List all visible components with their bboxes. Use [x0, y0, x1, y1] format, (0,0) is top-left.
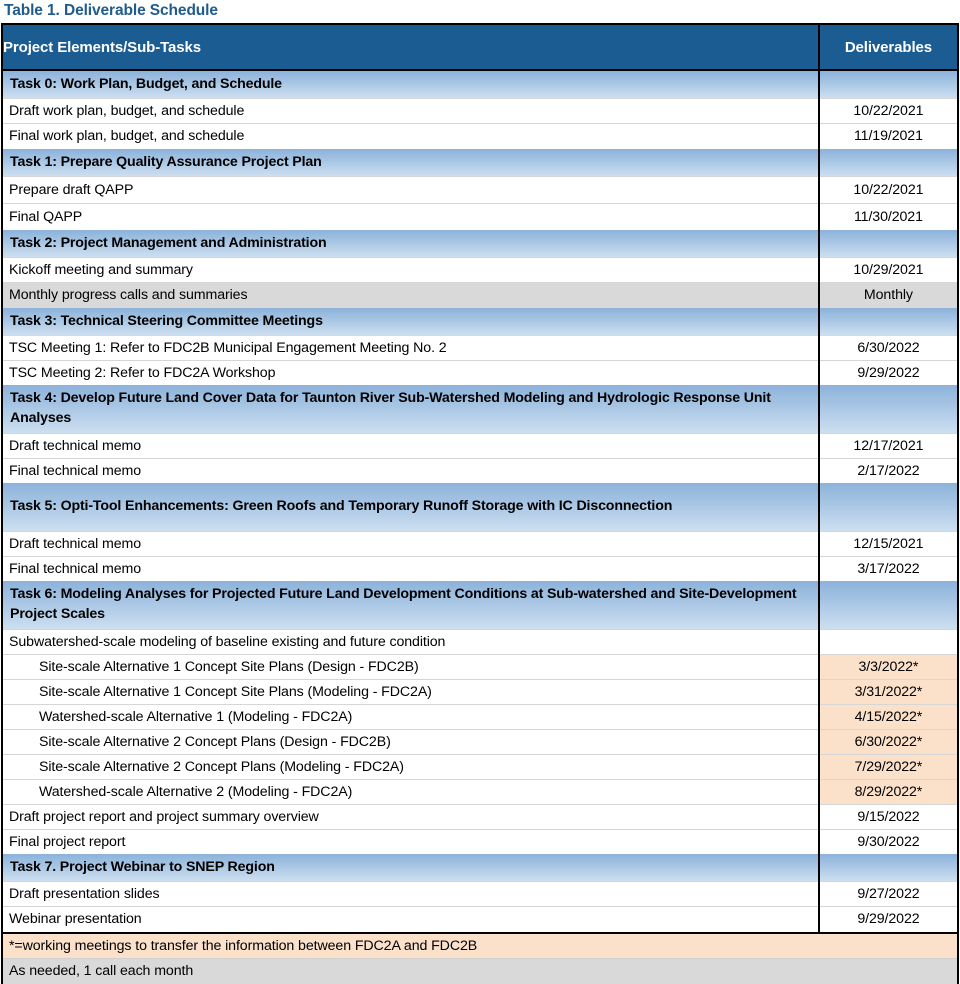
task-section-label: Task 7. Project Webinar to SNEP Region: [3, 854, 819, 882]
task-label: Final technical memo: [3, 556, 819, 581]
deliverable-date: [819, 581, 957, 629]
task-label: TSC Meeting 2: Refer to FDC2A Workshop: [3, 360, 819, 385]
deliverable-date: 3/31/2022*: [819, 679, 957, 704]
table-row: [3, 433, 957, 458]
task-label: Final project report: [3, 829, 819, 854]
deliverable-date: [819, 308, 957, 336]
table-row: [3, 283, 957, 308]
task-label: Site-scale Alternative 1 Concept Site Plans (Design - FDC2B): [3, 654, 819, 679]
table-row: [3, 556, 957, 581]
deliverable-date: [819, 483, 957, 531]
task-label: Draft work plan, budget, and schedule: [3, 99, 819, 124]
deliverable-date: 12/15/2021: [819, 531, 957, 556]
task-section-row: [3, 308, 957, 336]
task-label: Final QAPP: [3, 203, 819, 230]
table-row: [3, 335, 957, 360]
deliverable-date: 9/30/2022: [819, 829, 957, 854]
task-section-label: Task 3: Technical Steering Committee Meetings: [3, 308, 819, 336]
task-section-label: Task 1: Prepare Quality Assurance Project Plan: [3, 149, 819, 177]
task-label: Monthly progress calls and summaries: [3, 283, 819, 308]
task-section-label: Task 5: Opti-Tool Enhancements: Green Roofs and Temporary Runoff Storage with IC Disconnection: [3, 483, 819, 531]
sub-task-row: [3, 779, 957, 804]
task-label: Draft project report and project summary overview: [3, 804, 819, 829]
deliverable-date: [819, 149, 957, 177]
deliverable-date: 8/29/2022*: [819, 779, 957, 804]
column-header-deliverables: Deliverables: [819, 25, 957, 70]
deliverable-date: 9/29/2022: [819, 360, 957, 385]
deliverable-date: 11/19/2021: [819, 124, 957, 149]
task-label: Draft technical memo: [3, 531, 819, 556]
task-section-label: Task 0: Work Plan, Budget, and Schedule: [3, 70, 819, 99]
task-label: Site-scale Alternative 1 Concept Site Plans (Modeling - FDC2A): [3, 679, 819, 704]
deliverable-schedule-table: [3, 25, 957, 932]
deliverable-date: 3/3/2022*: [819, 654, 957, 679]
table-row: [3, 176, 957, 203]
task-label: TSC Meeting 1: Refer to FDC2B Municipal Engagement Meeting No. 2: [3, 335, 819, 360]
task-section-row: [3, 385, 957, 433]
deliverable-date: 2/17/2022: [819, 458, 957, 483]
table-row: [3, 360, 957, 385]
deliverable-date: 6/30/2022*: [819, 729, 957, 754]
footnote-row: *=working meetings to transfer the information between FDC2A and FDC2B: [3, 932, 957, 958]
task-section-row: [3, 70, 957, 99]
table-row: [3, 99, 957, 124]
table-row: [3, 629, 957, 654]
task-label: Final technical memo: [3, 458, 819, 483]
task-label: Final work plan, budget, and schedule: [3, 124, 819, 149]
deliverable-date: [819, 70, 957, 99]
task-section-row: [3, 149, 957, 177]
deliverable-date: 4/15/2022*: [819, 704, 957, 729]
table-row: [3, 829, 957, 854]
sub-task-row: [3, 704, 957, 729]
deliverable-date: 9/29/2022: [819, 907, 957, 932]
task-label: Draft presentation slides: [3, 882, 819, 907]
task-label: Subwatershed-scale modeling of baseline existing and future condition: [3, 629, 819, 654]
deliverable-date: 6/30/2022: [819, 335, 957, 360]
deliverable-date: 10/22/2021: [819, 99, 957, 124]
deliverable-date: 10/22/2021: [819, 176, 957, 203]
sub-task-row: [3, 729, 957, 754]
task-section-label: Task 4: Develop Future Land Cover Data for Taunton River Sub-Watershed Modeling and Hydrologic Response Unit Analyses: [3, 385, 819, 433]
deliverable-date: [819, 854, 957, 882]
deliverable-date: [819, 629, 957, 654]
deliverable-date: 10/29/2021: [819, 258, 957, 283]
table-row: [3, 804, 957, 829]
deliverable-date: [819, 230, 957, 258]
table-row: [3, 907, 957, 932]
table-row: [3, 531, 957, 556]
task-section-row: [3, 581, 957, 629]
task-label: Draft technical memo: [3, 433, 819, 458]
sub-task-row: [3, 679, 957, 704]
task-label: Site-scale Alternative 2 Concept Plans (Modeling - FDC2A): [3, 754, 819, 779]
table-row: [3, 203, 957, 230]
sub-task-row: [3, 654, 957, 679]
deliverable-date: 12/17/2021: [819, 433, 957, 458]
table-footnotes: [1, 932, 959, 984]
task-label: Watershed-scale Alternative 1 (Modeling - FDC2A): [3, 704, 819, 729]
footnote-row: As needed, 1 call each month: [3, 958, 957, 984]
task-label: Watershed-scale Alternative 2 (Modeling - FDC2A): [3, 779, 819, 804]
task-section-row: [3, 230, 957, 258]
table-caption: Table 1. Deliverable Schedule: [4, 2, 218, 19]
column-header-project-elements: Project Elements/Sub-Tasks: [3, 25, 819, 70]
table-body: [3, 70, 957, 932]
deliverable-date: [819, 385, 957, 433]
schedule-table-container: [1, 23, 959, 932]
task-label: Kickoff meeting and summary: [3, 258, 819, 283]
task-section-label: Task 6: Modeling Analyses for Projected Future Land Development Conditions at Sub-watershed and Site-Development Project Scales: [3, 581, 819, 629]
deliverable-date: 9/27/2022: [819, 882, 957, 907]
deliverable-date: 11/30/2021: [819, 203, 957, 230]
deliverable-date: 9/15/2022: [819, 804, 957, 829]
table-row: [3, 882, 957, 907]
task-section-row: [3, 854, 957, 882]
task-label: Site-scale Alternative 2 Concept Plans (Design - FDC2B): [3, 729, 819, 754]
table-row: [3, 258, 957, 283]
task-label: Prepare draft QAPP: [3, 176, 819, 203]
task-section-label: Task 2: Project Management and Administration: [3, 230, 819, 258]
table-header-row: [3, 25, 957, 70]
deliverable-date: Monthly: [819, 283, 957, 308]
table-row: [3, 458, 957, 483]
task-label: Webinar presentation: [3, 907, 819, 932]
table-row: [3, 124, 957, 149]
deliverable-date: 3/17/2022: [819, 556, 957, 581]
task-section-row: [3, 483, 957, 531]
deliverable-date: 7/29/2022*: [819, 754, 957, 779]
sub-task-row: [3, 754, 957, 779]
